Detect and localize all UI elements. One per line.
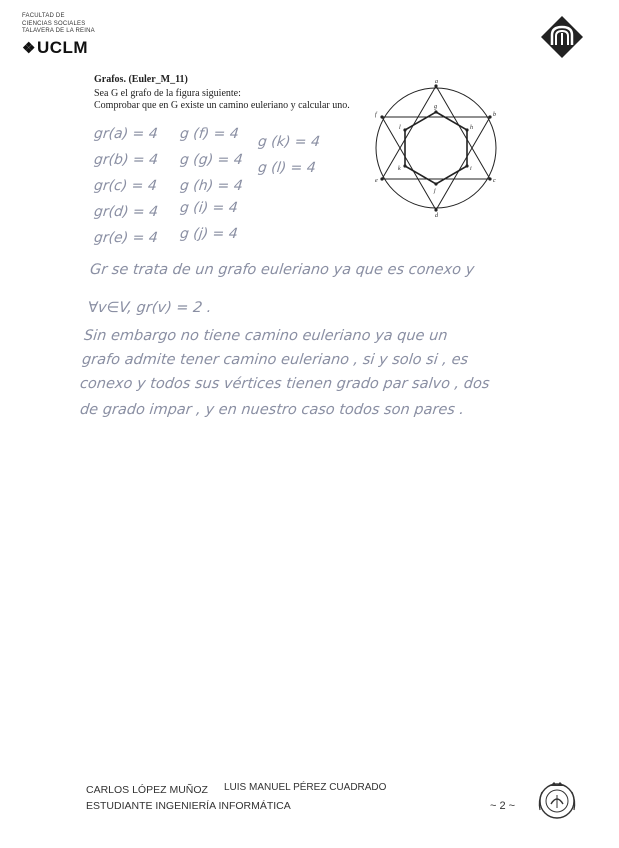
answer-line-2: ∀v∈V, gr(v) = 2 . xyxy=(87,300,213,316)
vertex-label-c: c xyxy=(493,178,496,184)
degree-c: gr(c) = 4 xyxy=(93,178,158,194)
graph-figure xyxy=(362,78,510,218)
uclm-crest-icon xyxy=(540,15,584,59)
logo-text: UCLM xyxy=(36,38,89,57)
vertex-label-d: d xyxy=(435,213,438,218)
degree-a: gr(a) = 4 xyxy=(93,126,159,142)
degree-j: g (j) = 4 xyxy=(179,226,239,242)
exercise-title: Grafos. (Euler_M_11) xyxy=(94,74,188,85)
degree-i: g (i) = 4 xyxy=(179,200,239,216)
vertex-label-l: l xyxy=(399,125,401,131)
degree-l: g (l) = 4 xyxy=(257,160,317,176)
vertex-label-k: k xyxy=(398,166,401,172)
degree-d: gr(d) = 4 xyxy=(93,204,159,220)
answer-line-4: grafo admite tener camino euleriano , si y solo si , es xyxy=(81,352,469,368)
page-number: ~ 2 ~ xyxy=(490,800,516,812)
degree-k: g (k) = 4 xyxy=(257,134,321,150)
answer-line-3: Sin embargo no tiene camino euleriano ya que un xyxy=(83,328,449,344)
answer-line-6: de grado impar , y en nuestro caso todos son pares . xyxy=(79,402,465,418)
faculty-line-3: TALAVERA DE LA REINA xyxy=(22,28,95,34)
faculty-line-2: CIENCIAS SOCIALES xyxy=(22,20,86,27)
degree-h: g (h) = 4 xyxy=(179,178,244,194)
answer-line-5: conexo y todos sus vértices tienen grado par salvo , dos xyxy=(79,376,491,392)
degree-e: gr(e) = 4 xyxy=(93,230,159,246)
vertex-label-f: f xyxy=(375,112,377,118)
faculty-line-1: FACULTAD DE xyxy=(22,13,65,19)
footer-author: CARLOS LÓPEZ MUÑOZ xyxy=(86,784,208,796)
exercise-line-1: Sea G el grafo de la figura siguiente: xyxy=(94,88,241,99)
degree-b: gr(b) = 4 xyxy=(93,152,159,168)
vertex-label-a: a xyxy=(435,79,438,85)
vertex-label-h: h xyxy=(470,125,473,131)
vertex-label-e: e xyxy=(375,178,378,184)
degree-f: g (f) = 4 xyxy=(179,126,240,142)
answer-line-1: Gr se trata de un grafo euleriano ya que es conexo y xyxy=(89,262,476,278)
vertex-label-i: i xyxy=(470,166,472,172)
logo-star-icon: ❖ xyxy=(22,40,36,57)
university-seal-icon xyxy=(536,780,578,822)
degree-g: g (g) = 4 xyxy=(179,152,244,168)
footer-professor: LUIS MANUEL PÉREZ CUADRADO xyxy=(224,782,387,793)
footer-program: ESTUDIANTE INGENIERÍA INFORMÁTICA xyxy=(86,800,291,812)
exercise-line-2: Comprobar que en G existe un camino euleriano y calcular uno. xyxy=(94,100,350,111)
faculty-lines xyxy=(22,13,95,36)
vertex-label-b: b xyxy=(493,112,496,118)
vertex-label-g: g xyxy=(434,104,437,110)
vertex-label-j: j xyxy=(434,188,436,194)
uclm-logo xyxy=(22,38,88,58)
